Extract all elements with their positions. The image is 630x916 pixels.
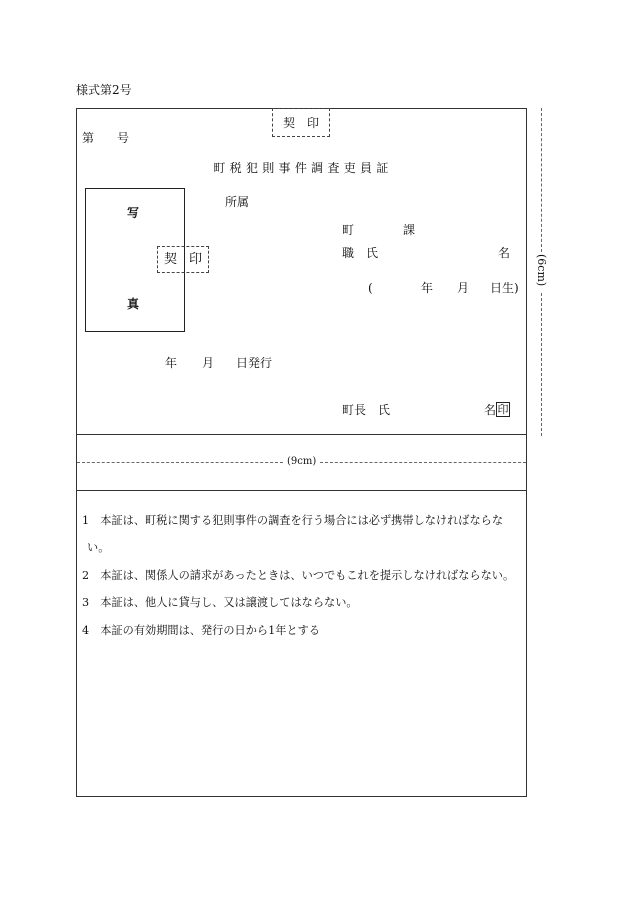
number-prefix: 第 <box>82 131 95 145</box>
back-item-2: 2 本証は、関係人の請求があったときは、いつでもこれを提示しなければならない。 <box>82 569 515 582</box>
long-side-dimension-line-right <box>320 462 526 463</box>
card-title: 町税犯則事件調査吏員証 <box>213 161 393 175</box>
photo-seal-char-right: 印 <box>189 251 203 267</box>
photo-seal-char-left: 契 <box>163 251 177 267</box>
mayor-title: 町長 <box>342 403 367 417</box>
short-side-dimension-line-lower <box>541 293 542 436</box>
issue-day-label: 日発行 <box>236 356 273 370</box>
number-suffix: 号 <box>117 131 130 145</box>
mayor-seal-stamp: 印 <box>497 403 509 416</box>
photo-seal-box <box>157 246 209 273</box>
top-seal-box <box>272 108 330 137</box>
name-label-suffix: 名 <box>498 246 511 260</box>
section-label: 課 <box>403 223 416 237</box>
photo-label-top: 写 <box>127 206 140 220</box>
name-label-prefix: 氏 <box>366 246 379 260</box>
back-item-4: 4 本証の有効期間は、発行の日から1年とする <box>82 624 320 637</box>
mayor-name-prefix: 氏 <box>378 403 391 417</box>
issue-month-label: 月 <box>202 356 215 370</box>
birth-month-label: 月 <box>457 281 470 295</box>
position-label: 職 <box>342 246 355 260</box>
back-item-1-line-2: い。 <box>87 541 110 554</box>
card-right-edge <box>526 434 527 491</box>
mayor-name-suffix: 名 <box>484 403 497 417</box>
short-side-dimension-line-upper <box>541 108 542 252</box>
back-item-3: 3 本証は、他人に貸与し、又は譲渡してはならない。 <box>82 596 358 609</box>
back-item-1-line-1: 1 本証は、町税に関する犯則事件の調査を行う場合には必ず携帯しなければならな <box>82 514 504 527</box>
birth-open-paren: ( <box>368 281 373 295</box>
top-seal-char-right: 印 <box>307 115 320 130</box>
card-back <box>76 490 527 797</box>
birth-year-label: 年 <box>421 281 434 295</box>
birth-day-label: 日生) <box>490 281 519 295</box>
long-side-dimension-line-left <box>77 462 283 463</box>
long-side-dimension-label: (9cm) <box>287 456 317 467</box>
top-seal-char-left: 契 <box>282 115 295 130</box>
photo-label-bottom: 真 <box>127 297 140 311</box>
affiliation-label: 所属 <box>225 195 250 209</box>
form-number: 様式第2号 <box>76 83 132 97</box>
short-side-dimension-label: (6cm) <box>535 254 548 287</box>
town-label: 町 <box>342 223 355 237</box>
issue-year-label: 年 <box>165 356 178 370</box>
